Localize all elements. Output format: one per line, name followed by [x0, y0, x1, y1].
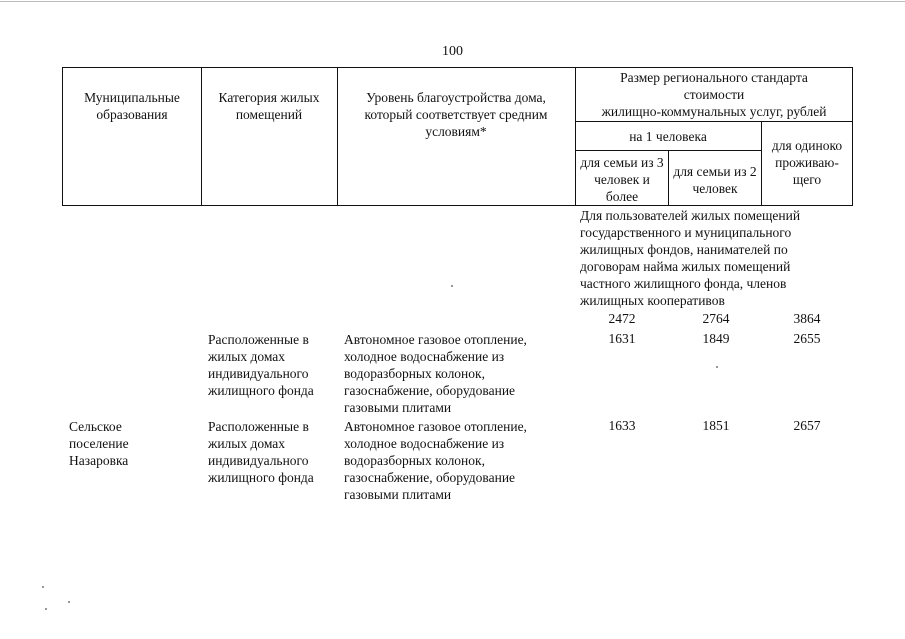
row3-single: 2657	[793, 418, 821, 433]
section-note: Для пользователей жилых помещений государственного и муниципального жилищных фондов, нанимателей по договорам найма жилых помещений частного жилищного фонда, членов жилищных кооперативов	[580, 208, 801, 308]
row3-family3: 1633	[608, 418, 636, 433]
scan-speck	[68, 601, 70, 603]
header-single: для одиноко проживаю-щего	[771, 138, 843, 187]
header-size-line3: жилищно-коммунальных услуг, рублей	[601, 104, 827, 119]
header-family3: для семьи из 3 человек и более	[580, 155, 664, 204]
row2-level: Автономное газовое отопление, холодное водоснабжение из водоразборных колонок, газоснабжение, оборудование газовыми плитами	[344, 332, 527, 415]
scan-speck	[45, 608, 47, 610]
row1-family3: 2472	[608, 311, 636, 326]
header-size-divider	[575, 121, 853, 122]
scan-edge-line	[0, 1, 905, 2]
header-divider-2	[337, 67, 338, 206]
header-category: Категория жилых помещений	[218, 90, 320, 122]
header-size-line1: Размер регионального стандарта	[620, 70, 808, 85]
row3-level: Автономное газовое отопление, холодное водоснабжение из водоразборных колонок, газоснабжение, оборудование газовыми плитами	[344, 419, 527, 502]
header-left-border	[62, 67, 63, 206]
row2-family3: 1631	[608, 331, 636, 346]
row3-category: Расположенные в жилых домах индивидуального жилищного фонда	[208, 419, 314, 485]
header-divider-4	[668, 150, 669, 206]
row1-single: 3864	[793, 311, 821, 326]
row2-family2: 1849	[702, 331, 730, 346]
header-family2: для семьи из 2 человек	[673, 164, 757, 196]
scan-speck	[716, 366, 718, 368]
header-per-person: на 1 человека	[629, 129, 707, 144]
header-divider-3	[575, 67, 576, 206]
row1-family2: 2764	[702, 311, 730, 326]
page-number: 100	[442, 44, 463, 59]
scan-speck	[451, 285, 453, 287]
header-divider-5	[761, 121, 762, 206]
header-level: Уровень благоустройства дома, который соответствует средним условиям*	[364, 90, 548, 139]
row3-family2: 1851	[702, 418, 730, 433]
header-divider-1	[201, 67, 202, 206]
header-municipality: Муниципальные образования	[84, 90, 180, 122]
row2-category: Расположенные в жилых домах индивидуального жилищного фонда	[208, 332, 314, 398]
header-bottom-border	[62, 205, 853, 206]
row2-single: 2655	[793, 331, 821, 346]
scan-speck	[42, 586, 44, 588]
row3-municipality: Сельское поселение Назаровка	[69, 419, 129, 468]
header-right-border	[852, 67, 853, 206]
header-size-line2: стоимости	[683, 87, 745, 102]
header-top-border	[62, 67, 853, 68]
